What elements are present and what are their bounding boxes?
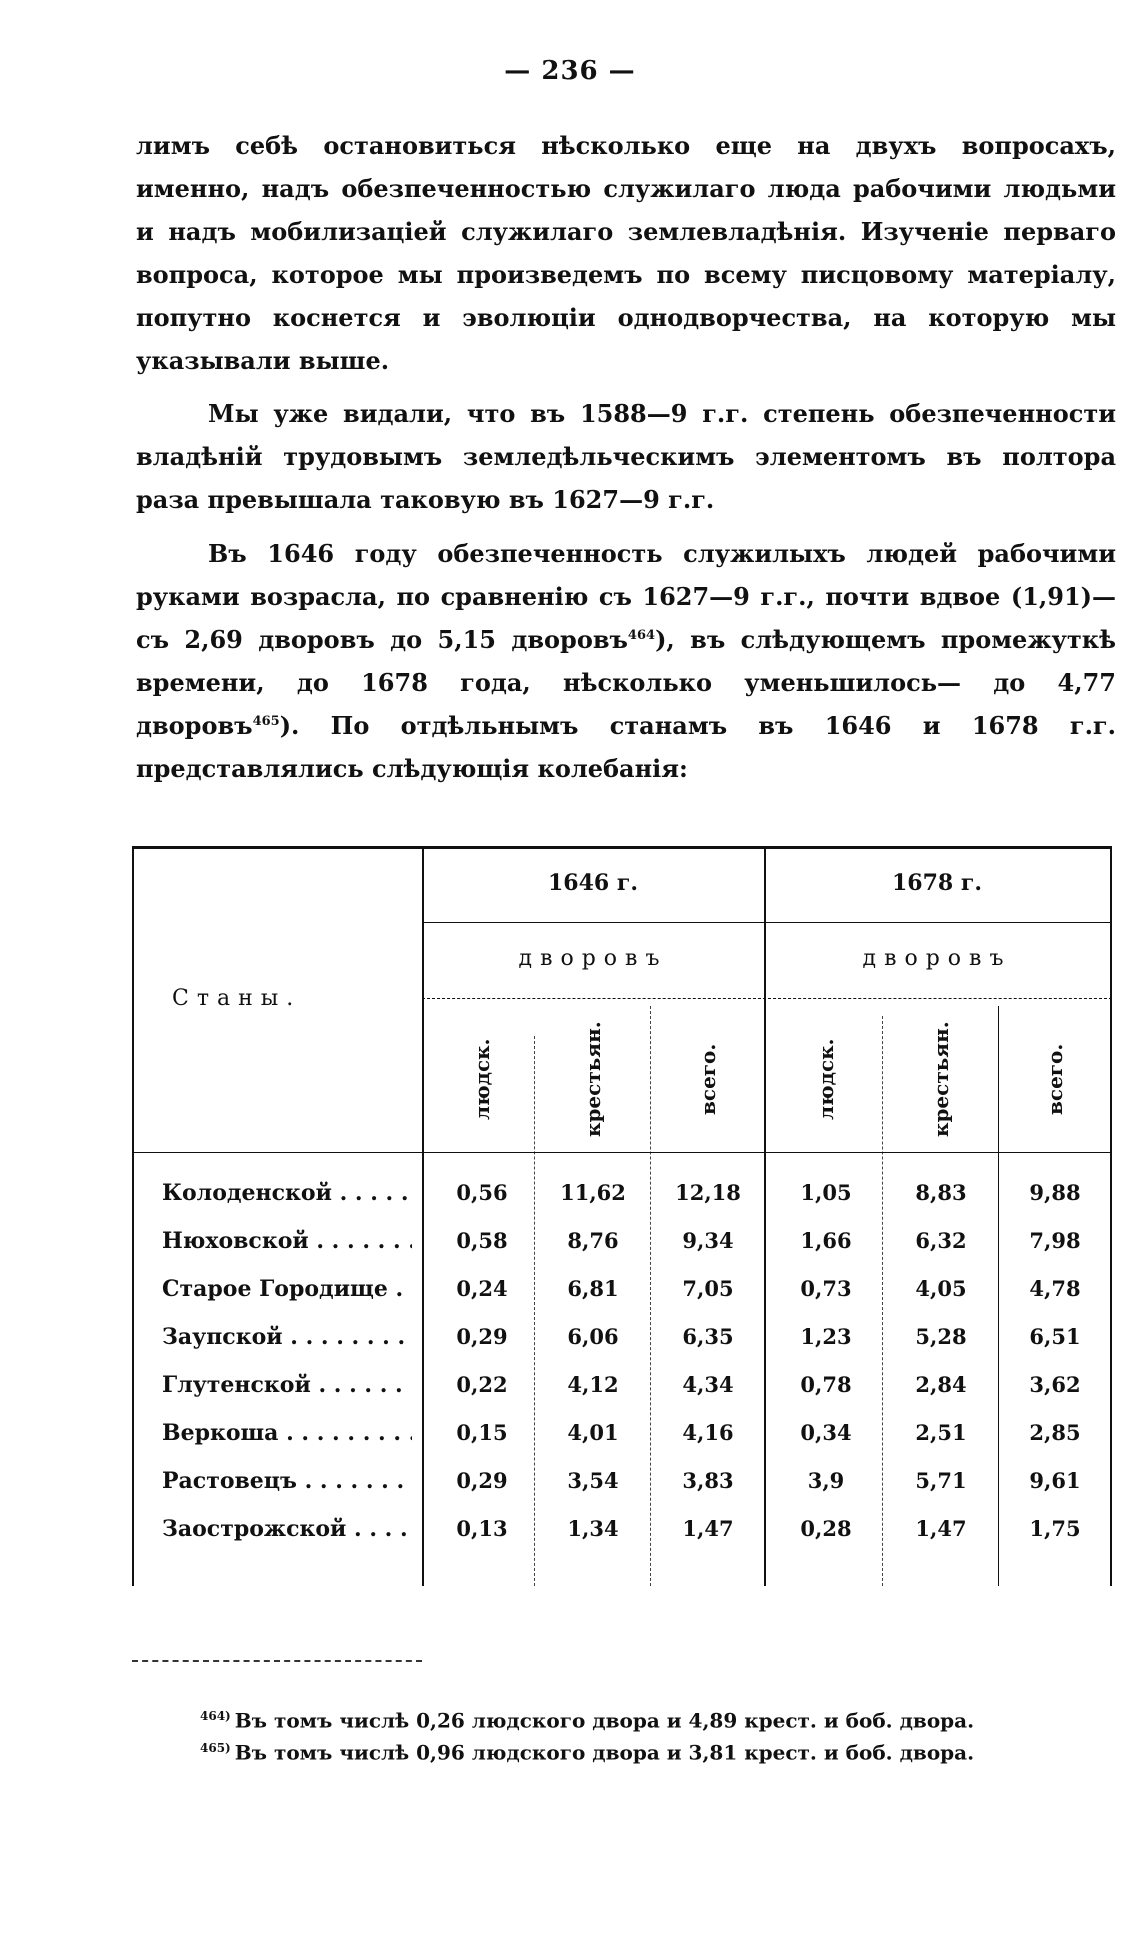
table-cell: 1,47 (682, 1516, 734, 1541)
table-cell: 3,9 (807, 1468, 845, 1493)
table-top-rule (132, 846, 1112, 849)
table-cell: 11,62 (560, 1180, 626, 1205)
year-1646-header: 1646 г. (547, 870, 639, 896)
table-cell: 0,15 (456, 1420, 508, 1445)
table-cell: 1,23 (800, 1324, 852, 1349)
table-cell: 3,54 (567, 1468, 619, 1493)
table-cell: 0,24 (456, 1276, 508, 1301)
footnote-ref-464: 464 (627, 628, 656, 643)
table-cell: 12,18 (675, 1180, 741, 1205)
table-cell: 5,28 (915, 1324, 967, 1349)
year-1678-header: 1678 г. (891, 870, 983, 896)
table-year-underline (422, 922, 1112, 923)
table-cell: 3,62 (1029, 1372, 1081, 1397)
stany-header: Станы. (172, 986, 302, 1011)
page-number: — 236 — (504, 56, 636, 86)
paragraph-3-part-c: ). По отдѣльнымъ станамъ въ 1646 и 1678 г.г. представлялись слѣдующія колебанія: (136, 711, 1116, 783)
paragraph-1: лимъ себѣ остановиться нѣсколько еще на двухъ вопросахъ, именно, надъ обезпеченностью служилаго люда рабочими людьми и надъ мобилизаціей служилаго землевладѣнія. Изученіе перваго вопроса, которое мы произведемъ по всему писцовому матеріалу, попутно коснется и эволюціи однодворчества, на которую мы указывали выше. (136, 131, 1116, 375)
table-cell: 0,73 (800, 1276, 852, 1301)
table-cell: 2,84 (915, 1372, 967, 1397)
subheader-ludsk-1646: людск. (470, 1038, 494, 1120)
subheader-vsego-1678: всего. (1043, 1043, 1067, 1115)
table-cell: 0,13 (456, 1516, 508, 1541)
table-col-rule (998, 1006, 999, 1586)
subheader-ludsk-1678: людск. (814, 1038, 838, 1120)
table-header-rule (132, 1152, 1112, 1153)
stan-name: Нюховской . . . (162, 1228, 412, 1254)
table-cell: 4,78 (1029, 1276, 1081, 1301)
footnote-mark: 465) (200, 1741, 231, 1755)
paragraph-2: Мы уже видали, что въ 1588—9 г.г. степень обезпеченности владѣній трудовымъ земледѣльческимъ элементомъ въ полтора раза превышала таковую въ 1627—9 г.г. (136, 399, 1116, 514)
footnote-465 (200, 1734, 1100, 1767)
table-cell: 0,56 (456, 1180, 508, 1205)
footnote-464 (200, 1702, 1100, 1735)
stan-name: Растовецъ . . . (162, 1468, 412, 1494)
footnote-text: Въ томъ числѣ 0,96 людского двора и 3,81 крест. и боб. двора. (234, 1740, 975, 1765)
table-col-rule (882, 1016, 883, 1586)
table-cell: 0,28 (800, 1516, 852, 1541)
table-cell: 0,29 (456, 1468, 508, 1493)
table-cell: 1,66 (800, 1228, 852, 1253)
table-cell: 2,85 (1029, 1420, 1081, 1445)
table-cell: 8,76 (567, 1228, 619, 1253)
table-cell: 8,83 (915, 1180, 967, 1205)
paragraph-3-part-b: ), въ слѣдующемъ промежуткѣ времени, до 1678 года, нѣсколько уменьшилось— до 4,77 дворовъ (136, 625, 1117, 740)
table-cell: 0,22 (456, 1372, 508, 1397)
table-right-rule (1110, 846, 1112, 1586)
table-cell: 6,32 (915, 1228, 967, 1253)
table-cell: 6,06 (567, 1324, 619, 1349)
table-cell: 5,71 (915, 1468, 967, 1493)
table-cell: 7,98 (1029, 1228, 1081, 1253)
stan-name: Веркоша . . . (162, 1420, 412, 1446)
table-cell: 9,61 (1029, 1468, 1081, 1493)
stan-name: Заострожской . . . (162, 1516, 412, 1542)
subheader-vsego-1646: всего. (696, 1043, 720, 1115)
table-cell: 1,05 (800, 1180, 852, 1205)
stan-name: Заупской . . . (162, 1324, 412, 1350)
subheader-krest-1646: крестьян. (581, 1021, 605, 1137)
table-dvorov-underline (422, 998, 1112, 999)
subheader-krest-1678: крестьян. (929, 1021, 953, 1137)
footnote-text: Въ томъ числѣ 0,26 людского двора и 4,89 крест. и боб. двора. (234, 1708, 975, 1733)
table-cell: 0,34 (800, 1420, 852, 1445)
table-col-rule (650, 1006, 651, 1586)
table-cell: 7,05 (682, 1276, 734, 1301)
table-cell: 4,12 (567, 1372, 619, 1397)
table-cell: 6,51 (1029, 1324, 1081, 1349)
table-cell: 3,83 (682, 1468, 734, 1493)
stan-name: Старое Городище . . . (162, 1276, 412, 1302)
table-cell: 0,29 (456, 1324, 508, 1349)
dvorov-1646-header: дворовъ (518, 946, 668, 971)
footnote-mark: 464) (200, 1709, 231, 1723)
paragraph-3 (136, 532, 1116, 790)
table-cell: 6,81 (567, 1276, 619, 1301)
table-col-rule (534, 1036, 535, 1586)
stany-table (132, 846, 1112, 1586)
table-cell: 4,34 (682, 1372, 734, 1397)
table-cell: 4,16 (682, 1420, 734, 1445)
footnote-ref-465: 465 (252, 714, 280, 729)
table-cell: 1,47 (915, 1516, 967, 1541)
table-cell: 1,34 (567, 1516, 619, 1541)
table-cell: 0,78 (800, 1372, 852, 1397)
table-cell: 4,05 (915, 1276, 967, 1301)
table-cell: 0,58 (456, 1228, 508, 1253)
dvorov-1678-header: дворовъ (862, 946, 1012, 971)
table-cell: 4,01 (567, 1420, 619, 1445)
paragraph-3-part-a: Въ 1646 году обезпеченность служилыхъ людей рабочими руками возрасла, по сравненію съ 1627—9 г.г., почти вдвое (1,91)—съ 2,69 дворовъ до 5,15 дворовъ (136, 539, 1116, 654)
stan-name: Глутенской . . . (162, 1372, 412, 1398)
table-left-rule (132, 846, 134, 1586)
stan-name: Колоденской . . . (162, 1180, 412, 1206)
table-cell: 9,34 (682, 1228, 734, 1253)
table-cell: 9,88 (1029, 1180, 1081, 1205)
table-cell: 2,51 (915, 1420, 967, 1445)
table-cell: 1,75 (1029, 1516, 1081, 1541)
footnote-separator (132, 1660, 422, 1662)
table-cell: 6,35 (682, 1324, 734, 1349)
